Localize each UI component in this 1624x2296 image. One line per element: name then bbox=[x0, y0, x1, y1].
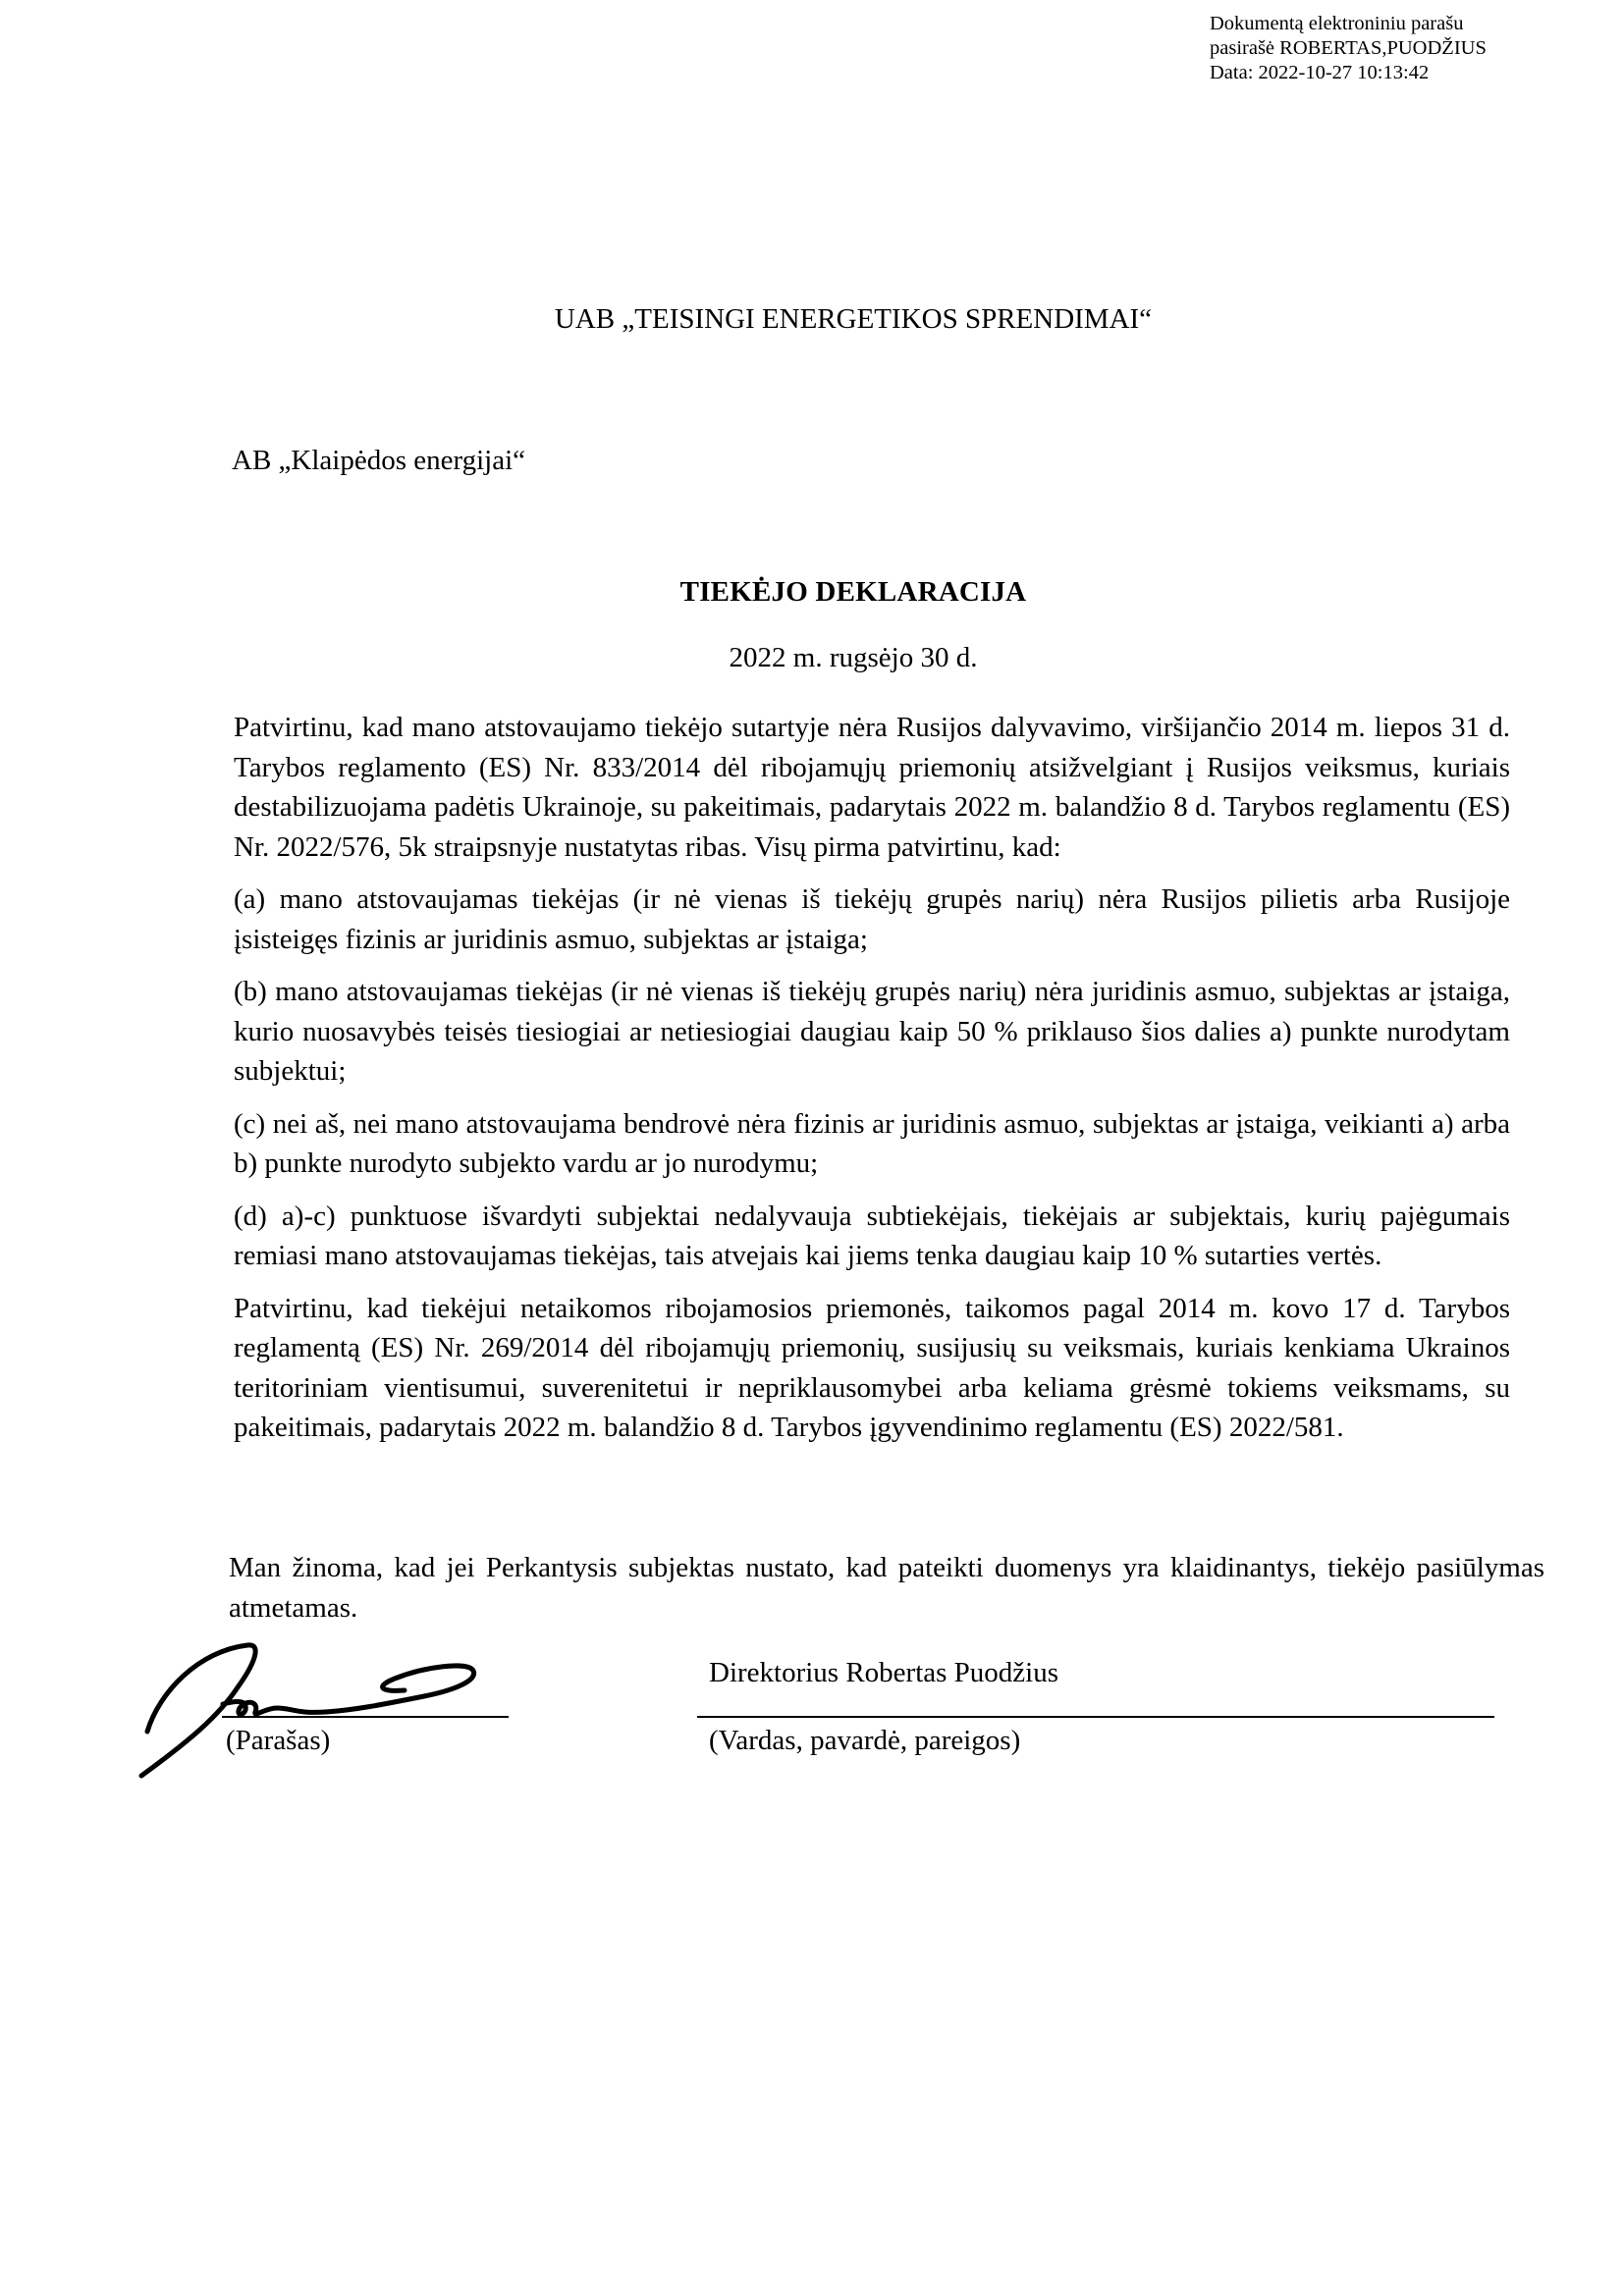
document-title: TIEKĖJO DEKLARACIJA bbox=[679, 576, 1027, 608]
paragraph-item-b: (b) mano atstovaujamas tiekėjas (ir nė vienas iš tiekėjų grupės narių) nėra juridinis asmuo, subjektas ar įstaiga, kurio nuosavybės teisės tiesiogiai ar netiesiogiai daugiau kaip 50 % priklauso šios dalies a) punkte nurodytam subjektui; bbox=[234, 976, 1510, 1087]
name-label: (Vardas, pavardė, pareigos) bbox=[709, 1725, 1021, 1756]
stamp-line-2: pasirašė ROBERTAS,PUODŽIUS bbox=[1210, 37, 1487, 59]
recipient-company: AB „Klaipėdos energijai“ bbox=[232, 445, 526, 476]
paragraph-intro: Patvirtinu, kad mano atstovaujamo tiekėjo sutartyje nėra Rusijos dalyvavimo, viršijančio 2014 m. liepos 31 d. Tarybos reglamento (ES) Nr. 833/2014 dėl ribojamųjų priemonių atsižvelgiant į Rusijos veiksmus, kuriais destabilizuojama padėtis Ukrainoje, su pakeitimais, padarytais 2022 m. balandžio 8 d. Tarybos reglamentu (ES) Nr. 2022/576, 5k straipsnyje nustatytas ribas. Visų pirma patvirtinu, kad: bbox=[234, 712, 1510, 863]
paragraph-sanctions: Patvirtinu, kad tiekėjui netaikomos ribojamosios priemonės, taikomos pagal 2014 m. kovo 17 d. Tarybos reglamentą (ES) Nr. 269/2014 dėl ribojamųjų priemonių, susijusių su veiksmais, kuriais kenkiama Ukrainos teritoriniam vientisumui, suverenitetui ir nepriklausomybei arba keliama grėsmė tokiems veiksmams, su pakeitimais, padarytais 2022 m. balandžio 8 d. Tarybos įgyvendinimo reglamentu (ES) 2022/581. bbox=[234, 1292, 1510, 1443]
document-date: 2022 m. rugsėjo 30 d. bbox=[729, 642, 978, 673]
stamp-line-1: Dokumentą elektroniniu parašu bbox=[1210, 13, 1464, 34]
stamp-line-3: Data: 2022-10-27 10:13:42 bbox=[1210, 62, 1430, 83]
paragraph-item-a: (a) mano atstovaujamas tiekėjas (ir nė vienas iš tiekėjų grupės narių) nėra Rusijos pilietis arba Rusijoje įsisteigęs fizinis ar juridinis asmuo, subjektas ar įstaiga; bbox=[234, 883, 1510, 955]
paragraph-item-c: (c) nei aš, nei mano atstovaujama bendrovė nėra fizinis ar juridinis asmuo, subjektas ar įstaiga, veikianti a) arba b) punkte nurodyto subjekto vardu ar jo nurodymu; bbox=[234, 1107, 1510, 1179]
signature-line bbox=[222, 1716, 509, 1718]
paragraph-item-d: (d) a)-c) punktuose išvardyti subjektai nedalyvauja subtiekėjais, tiekėjais ar subjektais, kurių pajėgumais remiasi mano atstovaujamas tiekėjas, tais atvejais kai jiems tenka daugiau kaip 10 % sutarties vertės. bbox=[234, 1200, 1510, 1271]
notice-paragraph: Man žinoma, kad jei Perkantysis subjektas nustato, kad pateikti duomenys yra klaidinantys, tiekėjo pasiūlymas atmetamas. bbox=[229, 1552, 1544, 1624]
name-line bbox=[697, 1716, 1494, 1718]
document-body bbox=[234, 708, 1510, 1461]
signature-label: (Parašas) bbox=[226, 1725, 331, 1756]
sender-company: UAB „TEISINGI ENERGETIKOS SPRENDIMAI“ bbox=[554, 303, 1153, 335]
handwritten-signature bbox=[130, 1633, 493, 1781]
e-signature-stamp bbox=[1210, 12, 1602, 85]
signatory-name-position: Direktorius Robertas Puodžius bbox=[709, 1657, 1059, 1688]
